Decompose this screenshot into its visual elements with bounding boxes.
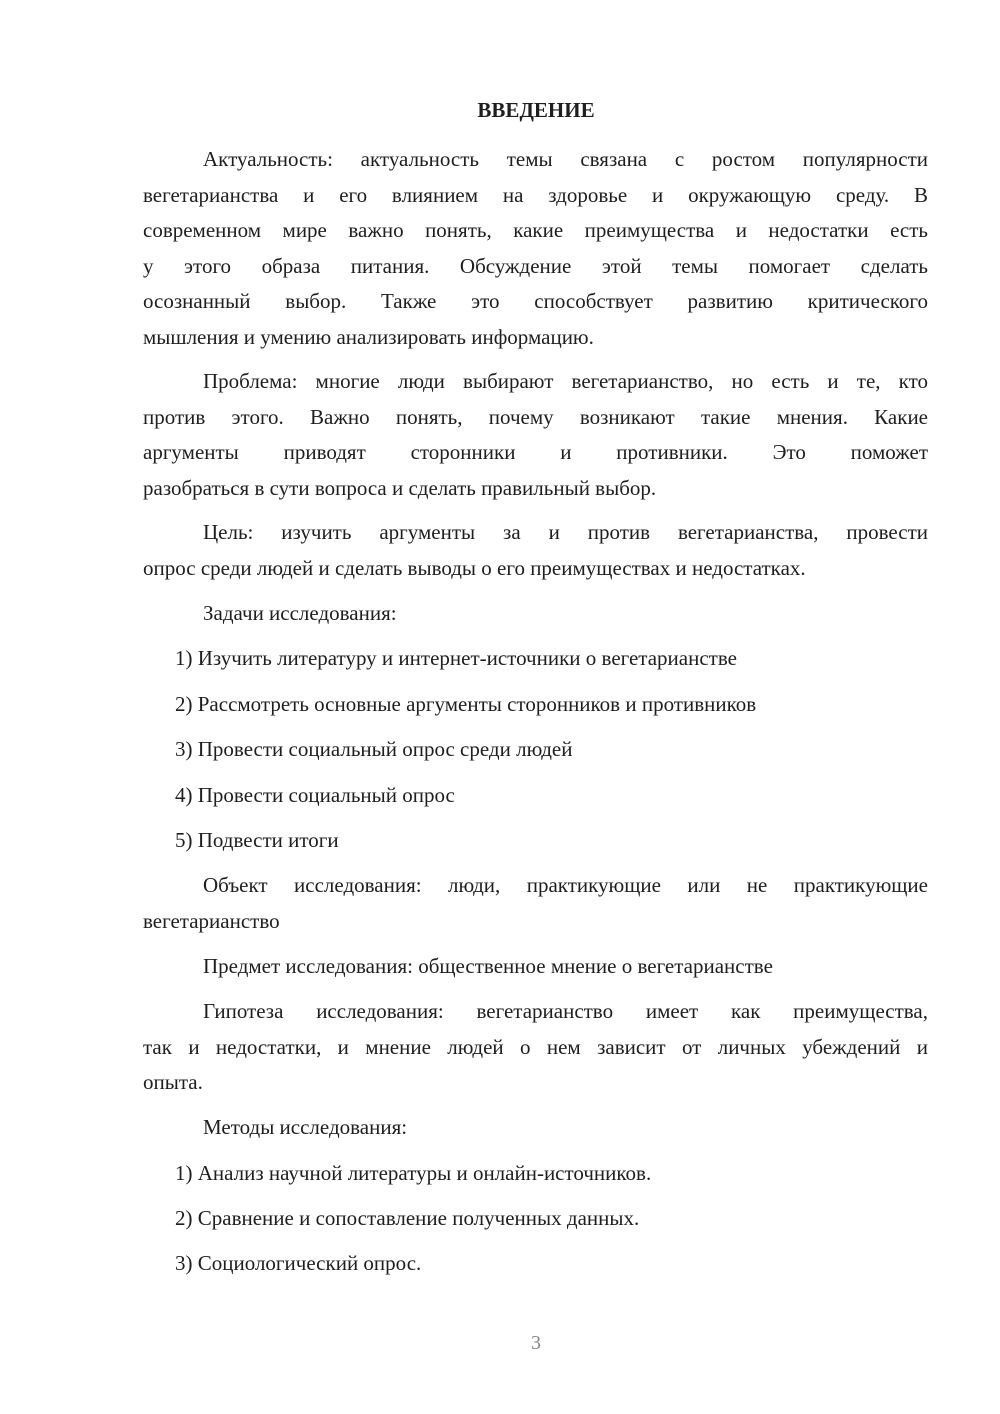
task-item: 2) Рассмотреть основные аргументы сторонников и противников	[175, 692, 757, 716]
object-paragraph	[143, 868, 928, 939]
paragraph-line: Актуальность: актуальность темы связана с ростом популярности	[203, 147, 928, 171]
paragraph-line: у этого образа питания. Обсуждение этой темы помогает сделать	[143, 253, 928, 278]
paragraph-line: вегетарианства и его влиянием на здоровье и окружающую среду. В	[143, 182, 928, 207]
paragraph-line: современном мире важно понять, какие преимущества и недостатки есть	[143, 218, 928, 242]
section-title: ВВЕДЕНИЕ	[477, 98, 595, 122]
paragraph-line: Объект исследования: люди, практикующие или не практикующие	[203, 873, 928, 897]
paragraph-line: разобраться в сути вопроса и сделать правильный выбор.	[143, 475, 657, 500]
task-item: 4) Провести социальный опрос	[175, 783, 455, 807]
task-item: 1) Изучить литературу и интернет-источники о вегетарианстве	[175, 646, 737, 670]
paragraph-line: аргументы приводят сторонники и противники. Это поможет	[143, 440, 928, 464]
goal-paragraph	[143, 515, 928, 586]
paragraph-line: вегетарианство	[143, 908, 280, 933]
method-item: 3) Социологический опрос.	[175, 1251, 422, 1275]
paragraph-line: мышления и умению анализировать информацию.	[143, 324, 594, 349]
paragraph-line: против этого. Важно понять, почему возникают такие мнения. Какие	[143, 404, 928, 429]
relevance-paragraph	[143, 142, 928, 355]
subject-line: Предмет исследования: общественное мнение о вегетарианстве	[203, 954, 773, 978]
method-item: 1) Анализ научной литературы и онлайн-источников.	[175, 1161, 652, 1185]
paragraph-line: осознанный выбор. Также это способствует развитию критического	[143, 289, 928, 313]
paragraph-line: Цель: изучить аргументы за и против вегетарианства, провести	[203, 520, 928, 544]
methods-heading: Методы исследования:	[203, 1115, 408, 1139]
paragraph-line: Проблема: многие люди выбирают вегетарианство, но есть и те, кто	[203, 369, 928, 393]
paragraph-line: опрос среди людей и сделать выводы о его преимуществах и недостатках.	[143, 555, 806, 580]
task-item: 5) Подвести итоги	[175, 828, 339, 852]
paragraph-line: так и недостатки, и мнение людей о нем зависит от личных убеждений и	[143, 1034, 928, 1059]
problem-paragraph	[143, 364, 928, 506]
paragraph-line: опыта.	[143, 1070, 203, 1094]
hypothesis-paragraph	[143, 994, 928, 1101]
method-item: 2) Сравнение и сопоставление полученных данных.	[175, 1206, 640, 1230]
page-number: 3	[531, 1332, 541, 1354]
tasks-heading: Задачи исследования:	[203, 601, 397, 625]
paragraph-line: Гипотеза исследования: вегетарианство имеет как преимущества,	[203, 999, 928, 1023]
task-item: 3) Провести социальный опрос среди людей	[175, 737, 573, 761]
